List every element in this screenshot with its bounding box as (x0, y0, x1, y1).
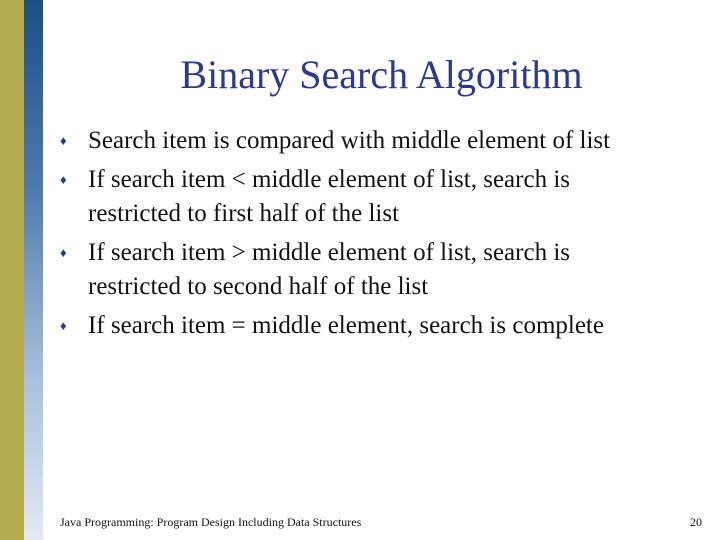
bullet-item (60, 236, 660, 304)
bullet-text: If search item < middle element of list, search is restricted to first half of the list (88, 166, 570, 227)
bullet-text: If search item = middle element, search is complete (88, 312, 604, 339)
left-decorative-bar (0, 0, 24, 540)
slide-title: Binary Search Algorithm (180, 52, 583, 97)
page-number: 20 (690, 515, 702, 529)
bullet-text: Search item is compared with middle element of list (88, 127, 611, 154)
bullet-item (60, 163, 660, 231)
diamond-bullet-icon: ♦ (60, 172, 67, 187)
bullet-list (60, 124, 660, 348)
gradient-decorative-bar (24, 0, 43, 540)
diamond-bullet-icon: ♦ (60, 133, 67, 148)
bullet-item (60, 124, 660, 158)
diamond-bullet-icon: ♦ (60, 318, 67, 333)
footer-text: Java Programming: Program Design Including Data Structures (60, 515, 362, 529)
diamond-bullet-icon: ♦ (60, 245, 67, 260)
bullet-item (60, 309, 660, 343)
bullet-text: If search item > middle element of list, search is restricted to second half of the list (88, 239, 570, 300)
